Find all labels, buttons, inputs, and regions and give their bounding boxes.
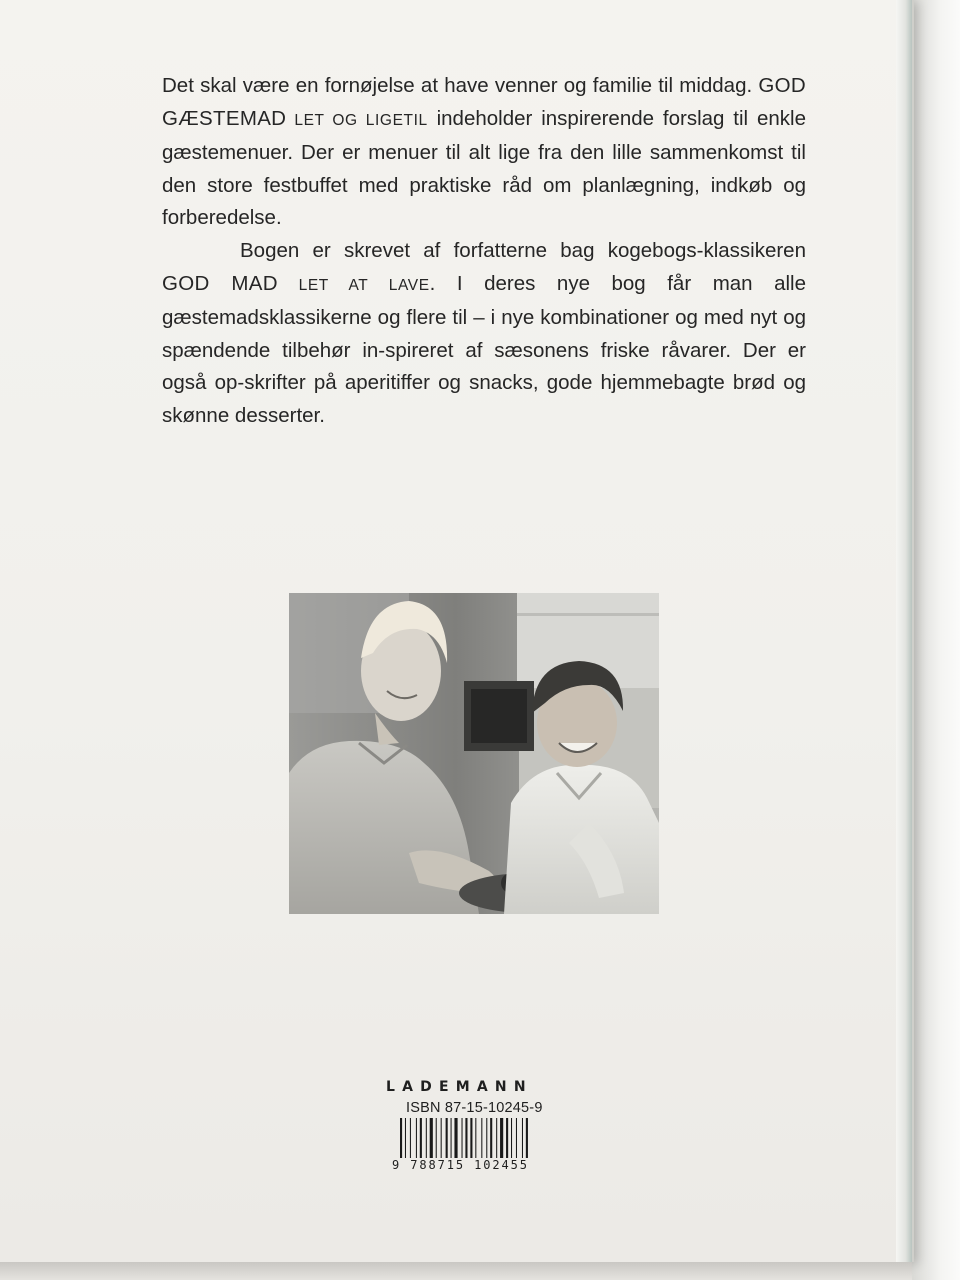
previous-book-subtitle: LET AT LAVE bbox=[277, 276, 430, 294]
blurb-p2-text-b: . I deres nye bog får man alle gæstemadsklassikerne og flere til – i nye kombinationer og med nyt og spændende tilbehør in-spireret af sæsonens friske råvarer. Der er også op-skrifter på aperitiffer og snacks, gode hjemmebagte brød og skønne desserter. bbox=[162, 271, 807, 427]
book-spine-edge bbox=[896, 0, 912, 1262]
author-photo-illustration bbox=[289, 593, 659, 914]
blurb-paragraph-1 bbox=[162, 70, 806, 235]
previous-book-title: GOD MAD bbox=[162, 271, 278, 295]
book-subtitle: LET OG LIGETIL bbox=[286, 111, 428, 129]
publisher-logo: LADEMANN bbox=[386, 1079, 533, 1095]
table-surface bbox=[912, 0, 960, 1280]
blurb-paragraph-2 bbox=[162, 235, 806, 433]
barcode-digits: 9 788715 102455 bbox=[392, 1158, 529, 1172]
blurb-p1-text-b: indeholder inspirerende forslag til enkle gæstemenuer. Der er menuer til alt lige fra den lille sammenkomst til den store festbuffet med praktiske råd om planlægning, indkøb og forberedelse. bbox=[162, 106, 806, 230]
isbn-number: ISBN 87-15-10245-9 bbox=[406, 1100, 543, 1116]
barcode bbox=[398, 1118, 560, 1158]
blurb-p1-text-a: Det skal være en fornøjelse at have venner og familie til middag. bbox=[162, 74, 759, 97]
author-photo bbox=[289, 593, 659, 914]
book-bottom-shadow bbox=[0, 1262, 912, 1280]
blurb-p2-text-a: Bogen er skrevet af forfatterne bag kogebogs-klassikeren bbox=[240, 238, 806, 262]
blurb-text bbox=[162, 70, 806, 433]
book-title: GOD GÆSTEMAD bbox=[162, 74, 806, 130]
